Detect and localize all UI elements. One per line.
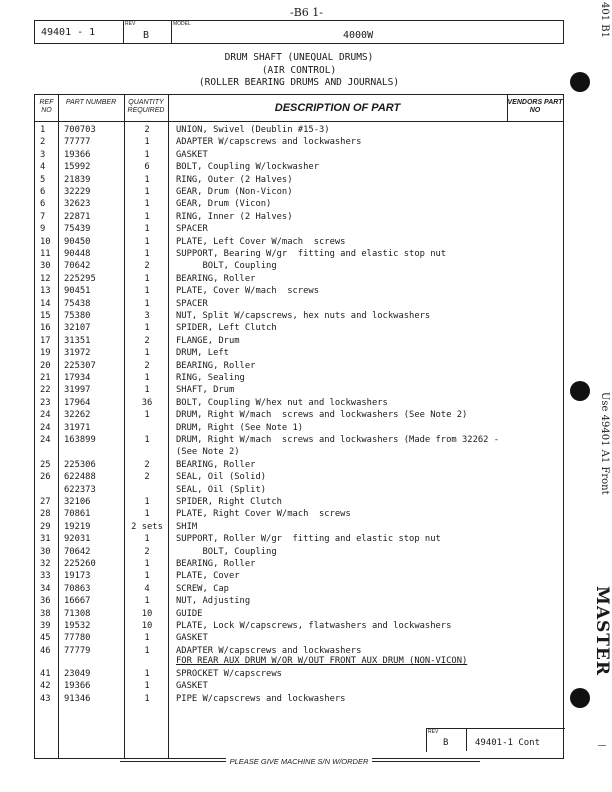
ref-cell: 7 [40, 211, 46, 222]
description-cell: GEAR, Drum (Non-Vicon) [176, 187, 293, 197]
part-number-cell: 75438 [64, 298, 91, 309]
table-row [35, 471, 563, 483]
part-number-cell: 622373 [64, 484, 96, 495]
description-cell: GASKET [176, 149, 208, 160]
ref-cell: 43 [40, 693, 51, 704]
description-cell: DRUM, Right W/mach screws and lockwashers (See Note 2) [176, 410, 468, 421]
description-cell: SUPPORT, Roller W/gr fitting and elastic stop nut [176, 534, 441, 545]
description-cell: DRUM, Left [176, 348, 229, 359]
part-number-cell: 75439 [64, 224, 91, 235]
quantity-cell: 6 [144, 162, 150, 173]
quantity-cell: 1 [144, 596, 150, 607]
part-number-cell: 70642 [64, 261, 91, 272]
quantity-cell: 1 [144, 497, 150, 507]
part-number-cell: 32106 [64, 497, 91, 507]
part-number-cell: 31972 [64, 348, 91, 359]
description-cell: SUPPORT, Bearing W/gr fitting and elastic stop nut [176, 249, 447, 259]
quantity-cell: 1 [144, 410, 150, 421]
ref-cell: 41 [40, 669, 51, 679]
rev-value: B [143, 30, 150, 41]
part-number-cell: 19366 [64, 149, 91, 160]
ref-cell: 15 [40, 311, 51, 321]
section-titles [34, 52, 564, 90]
quantity-cell: 1 [144, 645, 150, 656]
ref-cell: 9 [40, 224, 46, 235]
quantity-cell: 2 [144, 472, 150, 483]
table-row [35, 198, 563, 210]
quantity-cell: 2 [144, 261, 150, 272]
ref-cell: 10 [40, 236, 51, 247]
quantity-cell: 1 [144, 559, 150, 569]
doc-number: 49401 - 1 [41, 27, 96, 38]
part-number-cell: 32229 [64, 187, 91, 197]
ref-cell: 31 [40, 534, 51, 545]
description-cell: DRUM, Right (See Note 1) [176, 422, 304, 433]
table-row [35, 508, 563, 520]
model-cell [171, 21, 563, 43]
table-row [35, 372, 563, 384]
description-cell: SEAL, Oil (Solid) [176, 472, 267, 483]
description-cell: (See Note 2) [176, 447, 240, 458]
part-number-cell: 92031 [64, 534, 91, 545]
side-note-use: Use 49401 A1 Front [599, 392, 610, 495]
quantity-cell: 1 [144, 669, 150, 679]
ref-cell: 29 [40, 521, 51, 532]
ref-cell: 21 [40, 373, 51, 383]
part-number-cell: 225260 [64, 559, 96, 569]
quantity-cell: 1 [144, 373, 150, 383]
table-row [35, 546, 563, 558]
description-cell: PLATE, Right Cover W/mach screws [176, 509, 351, 520]
ref-cell: 11 [40, 249, 51, 259]
header-rule [35, 121, 563, 122]
quantity-cell: 1 [144, 681, 150, 692]
table-row [35, 248, 563, 260]
ref-cell: 42 [40, 681, 51, 692]
footer-rev-label: REV [428, 729, 439, 735]
rev-cell [123, 21, 172, 43]
ref-cell: 14 [40, 298, 51, 309]
quantity-cell: 1 [144, 323, 150, 334]
table-row [35, 409, 563, 421]
quantity-cell: 1 [144, 199, 150, 210]
part-number-cell: 17964 [64, 397, 91, 408]
title-line: (ROLLER BEARING DRUMS AND JOURNALS) [198, 77, 400, 88]
table-row [35, 668, 563, 680]
ref-cell: 24 [40, 435, 51, 445]
ref-cell: 25 [40, 459, 51, 470]
quantity-cell: 2 [144, 459, 150, 470]
description-cell: SHIM [176, 521, 198, 532]
part-number-cell: 19173 [64, 571, 91, 582]
table-row [35, 149, 563, 161]
ref-cell: 33 [40, 571, 51, 582]
table-row [35, 236, 563, 248]
quantity-cell: 10 [141, 608, 153, 619]
ref-cell: 38 [40, 608, 51, 619]
part-number-cell: 32107 [64, 323, 91, 334]
ref-cell: 36 [40, 596, 51, 607]
table-row [35, 124, 563, 136]
ref-cell: 24 [40, 422, 51, 433]
part-number-cell: 31971 [64, 422, 91, 433]
part-number-cell: 622488 [64, 472, 96, 483]
part-number-cell: 70861 [64, 509, 91, 520]
table-row [35, 521, 563, 533]
table-row [35, 223, 563, 235]
ref-cell: 22 [40, 385, 51, 396]
table-row [35, 434, 563, 446]
description-cell: SPIDER, Right Clutch [176, 497, 282, 507]
description-cell: SPACER [176, 224, 208, 235]
table-row [35, 285, 563, 297]
ref-cell: 19 [40, 348, 51, 359]
table-row [35, 595, 563, 607]
description-cell: GASKET [176, 681, 208, 692]
quantity-cell: 1 [144, 236, 150, 247]
description-cell: BOLT, Coupling W/lockwasher [176, 162, 319, 173]
ref-cell: 5 [40, 174, 46, 185]
ref-cell: 26 [40, 472, 51, 483]
table-row [35, 161, 563, 173]
quantity-cell: 36 [141, 397, 153, 408]
footer-box [426, 728, 565, 752]
part-number-cell: 90448 [64, 249, 91, 259]
table-row [35, 496, 563, 508]
quantity-cell: 1 [144, 286, 150, 297]
quantity-cell: 1 [144, 509, 150, 520]
quantity-cell: 10 [141, 621, 153, 631]
section-heading: FOR REAR AUX DRUM W/OR W/OUT FRONT AUX DRUM (NON-VICON) [176, 656, 468, 666]
table-row [35, 620, 563, 632]
table-row [35, 186, 563, 198]
table-row [35, 384, 563, 396]
table-row [35, 347, 563, 359]
description-cell: PLATE, Left Cover W/mach screws [176, 236, 346, 247]
description-cell: SHAFT, Drum [176, 385, 235, 396]
ref-cell: 30 [40, 261, 51, 272]
quantity-cell: 1 [144, 693, 150, 704]
table-row [35, 397, 563, 409]
quantity-cell: 1 [144, 348, 150, 359]
quantity-cell: 1 [144, 633, 150, 644]
part-number-cell: 31351 [64, 335, 91, 346]
part-number-cell: 90450 [64, 236, 91, 247]
quantity-cell: 2 [144, 125, 150, 135]
col-header-ref: REF NO [39, 99, 54, 114]
description-cell: FLANGE, Drum [176, 335, 240, 346]
table-row [35, 693, 563, 705]
quantity-cell: 1 [144, 174, 150, 185]
quantity-cell: 1 [144, 224, 150, 235]
margin-tick [598, 745, 606, 746]
quantity-cell: 4 [144, 583, 150, 594]
description-cell: RING, Sealing [176, 373, 245, 383]
col-header-qty: QUANTITY REQUIRED [127, 99, 165, 114]
description-cell: SPACER [176, 298, 208, 309]
part-number-cell: 23049 [64, 669, 91, 679]
part-number-cell: 225295 [64, 273, 96, 284]
ref-cell: 1 [40, 125, 46, 135]
col-header-part: PART NUMBER [65, 99, 117, 106]
binder-hole-top [570, 72, 590, 92]
part-number-cell: 22871 [64, 211, 91, 222]
title-line: DRUM SHAFT (UNEQUAL DRUMS) [224, 52, 374, 63]
table-row [35, 680, 563, 692]
table-row [35, 608, 563, 620]
table-row [35, 310, 563, 322]
description-cell: DRUM, Right W/mach screws and lockwashers (Made from 32262 - [176, 435, 500, 445]
part-number-cell: 19219 [64, 521, 91, 532]
table-row [35, 422, 563, 434]
description-cell: BOLT, Coupling [176, 261, 277, 272]
description-cell: BOLT, Coupling [176, 546, 277, 557]
part-number-cell: 225307 [64, 360, 96, 371]
part-number-cell: 77779 [64, 645, 91, 656]
ref-cell: 46 [40, 645, 51, 656]
ref-cell: 4 [40, 162, 46, 173]
description-cell: GEAR, Drum (Vicon) [176, 199, 272, 210]
table-row [35, 583, 563, 595]
table-row [35, 298, 563, 310]
col-header-description: DESCRIPTION OF PART [274, 102, 401, 114]
side-note-top: 401 B1 [599, 2, 610, 38]
model-value: 4000W [343, 30, 374, 41]
quantity-cell: 1 [144, 211, 150, 222]
table-row [35, 570, 563, 582]
table-row [35, 459, 563, 471]
description-cell: ADAPTER W/capscrews and lockwashers [176, 645, 362, 656]
quantity-cell: 1 [144, 187, 150, 197]
description-cell: RING, Inner (2 Halves) [176, 211, 293, 222]
page-number: -B6 1- [290, 6, 324, 19]
part-number-cell: 19366 [64, 681, 91, 692]
ref-cell: 6 [40, 199, 46, 210]
part-number-cell: 225306 [64, 459, 96, 470]
part-number-cell: 17934 [64, 373, 91, 383]
quantity-cell: 2 [144, 546, 150, 557]
description-cell: BEARING, Roller [176, 559, 256, 569]
part-number-cell: 75380 [64, 311, 91, 321]
ref-cell: 6 [40, 187, 46, 197]
table-row [35, 136, 563, 148]
quantity-cell: 1 [144, 385, 150, 396]
doc-number-cell [35, 21, 124, 43]
part-number-cell: 71308 [64, 608, 91, 619]
description-cell: BEARING, Roller [176, 360, 256, 371]
ref-cell: 20 [40, 360, 51, 371]
part-number-cell: 700703 [64, 125, 96, 135]
part-number-cell: 19532 [64, 621, 91, 631]
quantity-cell: 1 [144, 534, 150, 545]
rev-label: REV [125, 21, 136, 27]
ref-cell: 3 [40, 149, 46, 160]
col-header-vendors: VENDORS PART NO [507, 99, 563, 114]
ref-cell: 24 [40, 410, 51, 421]
description-cell: BEARING, Roller [176, 273, 256, 284]
ref-cell: 12 [40, 273, 51, 284]
ref-cell: 17 [40, 335, 51, 346]
ref-cell: 39 [40, 621, 51, 631]
table-row [35, 533, 563, 545]
table-row [35, 360, 563, 372]
description-cell: NUT, Split W/capscrews, hex nuts and lockwashers [176, 311, 431, 321]
quantity-cell: 1 [144, 571, 150, 582]
table-row [35, 484, 563, 496]
description-cell: BOLT, Coupling W/hex nut and lockwashers [176, 397, 388, 408]
continuation-label: 49401-1 Cont [475, 738, 541, 748]
part-number-cell: 16667 [64, 596, 91, 607]
part-number-cell: 77780 [64, 633, 91, 644]
part-number-cell: 163899 [64, 435, 96, 445]
description-cell: NUT, Adjusting [176, 596, 251, 607]
part-number-cell: 90451 [64, 286, 91, 297]
quantity-cell: 1 [144, 435, 150, 445]
ref-cell: 2 [40, 137, 46, 148]
quantity-cell: 2 [144, 335, 150, 346]
description-cell: PIPE W/capscrews and lockwashers [176, 693, 346, 704]
quantity-cell: 2 sets [131, 521, 163, 532]
quantity-cell: 1 [144, 149, 150, 160]
ref-cell: 13 [40, 286, 51, 297]
description-cell: SEAL, Oil (Split) [176, 484, 267, 495]
table-row [35, 632, 563, 644]
quantity-cell: 3 [144, 311, 150, 321]
ref-cell: 27 [40, 497, 51, 507]
description-cell: SPROCKET W/capscrews [176, 669, 282, 679]
description-cell: PLATE, Cover W/mach screws [176, 286, 319, 297]
table-row [35, 260, 563, 272]
footer-rev-value: B [443, 738, 449, 748]
ref-cell: 23 [40, 397, 51, 408]
document-header [34, 20, 564, 44]
description-cell: UNION, Swivel (Deublin #15-3) [176, 125, 330, 135]
description-cell: RING, Outer (2 Halves) [176, 174, 293, 185]
description-cell: GASKET [176, 633, 208, 644]
binder-hole-middle [570, 381, 590, 401]
part-number-cell: 31997 [64, 385, 91, 396]
description-cell: GUIDE [176, 608, 203, 619]
model-label: MODEL [173, 21, 191, 27]
description-cell: PLATE, Lock W/capscrews, flatwashers and lockwashers [176, 621, 452, 631]
part-number-cell: 70863 [64, 583, 91, 594]
ref-cell: 32 [40, 559, 51, 569]
table-row [35, 558, 563, 570]
table-row [35, 335, 563, 347]
title-line: (AIR CONTROL) [261, 64, 337, 76]
ref-cell: 34 [40, 583, 51, 594]
footer-rev-cell [427, 729, 467, 751]
description-cell: SPIDER, Left Clutch [176, 323, 277, 334]
footnote-text: PLEASE GIVE MACHINE S/N W/ORDER [226, 757, 373, 766]
quantity-cell: 1 [144, 137, 150, 148]
ref-cell: 45 [40, 633, 51, 644]
table-row [35, 273, 563, 285]
part-number-cell: 21839 [64, 174, 91, 185]
footnote [34, 757, 564, 766]
table-row [35, 322, 563, 334]
description-cell: ADAPTER W/capscrews and lockwashers [176, 137, 362, 148]
binder-hole-bottom [570, 688, 590, 708]
quantity-cell: 1 [144, 249, 150, 259]
part-number-cell: 32623 [64, 199, 91, 210]
description-cell: BEARING, Roller [176, 459, 256, 470]
part-number-cell: 77777 [64, 137, 91, 148]
quantity-cell: 2 [144, 360, 150, 371]
parts-table [34, 94, 564, 759]
part-number-cell: 91346 [64, 693, 91, 704]
ref-cell: 30 [40, 546, 51, 557]
table-row [35, 446, 563, 458]
part-number-cell: 32262 [64, 410, 91, 421]
table-row [35, 174, 563, 186]
quantity-cell: 1 [144, 273, 150, 284]
part-number-cell: 70642 [64, 546, 91, 557]
description-cell: SCREW, Cap [176, 583, 229, 594]
quantity-cell: 1 [144, 298, 150, 309]
ref-cell: 28 [40, 509, 51, 520]
description-cell: PLATE, Cover [176, 571, 240, 582]
part-number-cell: 15992 [64, 162, 91, 173]
table-row [35, 211, 563, 223]
master-stamp: MASTER [592, 586, 612, 677]
ref-cell: 16 [40, 323, 51, 334]
